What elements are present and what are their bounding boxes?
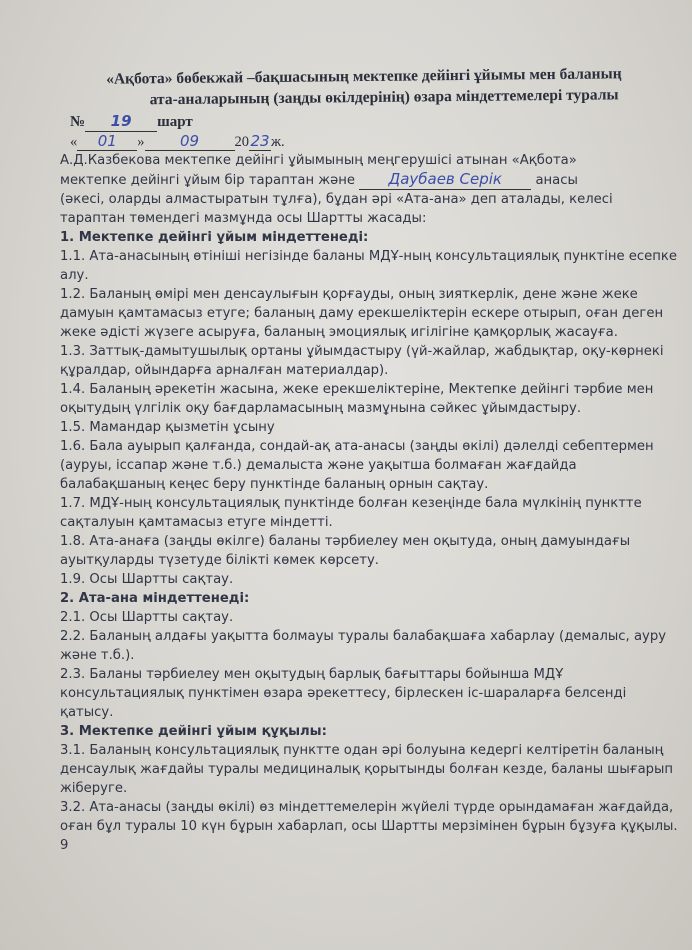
title-line-1: «Ақбота» бөбекжай –бақшасының мектепке дейінгі ұйымы мен баланың [106,65,622,88]
title-line-2: ата-аналарының (заңды өкілдерінің) өзара міндеттемелері туралы [149,86,619,109]
clause-2-3: 2.3. Баланы тәрбиелеу мен оқытудың барлық бағыттары бойынша МДҰ консультациялық пунктімен өзара әрекеттесу, бірлескен іс-шараларға белсенді қатысу. [60,667,627,720]
clause-3-2: 3.2. Ата-анасы (заңды өкілі) өз міндеттемелерін жүйелі түрде орындамаған жағдайда, оған бұл туралы 10 күн бұрын хабарлап, осы Шартты мерзімінен бұрын бұзуға құқылы. 9 [60,800,678,853]
parent-signature: Даубаев Серік [359,170,531,190]
section-1-heading: 1. Мектепке дейінгі ұйым міндеттенеді: [60,230,369,245]
contract-body [60,151,680,855]
clause-1-5: 1.5. Мамандар қызметін ұсыну [60,420,275,435]
intro-line-4: тараптан төмендегі мазмұнда осы Шартты жасады: [60,211,427,226]
document-content [60,66,680,855]
clause-2-2: 2.2. Баланың алдағы уақытта болмауы туралы балабақшаға хабарлау (демалыс, ауру және т.б.). [60,629,667,663]
clause-1-2: 1.2. Баланың өмірі мен денсаулығын қорғауды, оның зияткерлік, дене және жеке дамуын қамтамасыз етуге; баланың даму ерекшеліктерін ескере отырып, оған деген жеке әдісті жүзеге асыруға, баланың эмоциялық игілігіне қамқорлық жасауға. [60,287,664,340]
date-day: 01 [77,132,137,151]
clause-3-1: 3.1. Баланың консультациялық пунктте одан әрі болуына кедергі келтіретін баланың денсаулық жағдайы туралы медициналық қорытынды болған кезде, баланы шығарып жіберуге. [60,743,674,796]
year-end: ж. [271,134,285,150]
intro-line-2 [60,170,680,190]
date-close-quote: » [137,134,145,150]
contract-number: 19 [85,111,157,132]
date-month: 09 [145,132,235,151]
clause-1-8: 1.8. Ата-анаға (заңды өкілге) баланы тәрбиелеу мен оқытуда, оның дамуындағы ауытқуларды түзетуде білікті көмек көрсету. [60,534,631,568]
clause-1-6: 1.6. Бала ауырып қалғанда, сондай-ақ ата-анасы (заңды өкілі) дәлелді себептермен (ауруы, іссапар және т.б.) демалыста және уақытша болмаған жағдайда балабақшаның кеңес беру пунктінде баланың орнын сақтау. [60,439,654,492]
clause-2-1: 2.1. Осы Шартты сақтау. [60,610,234,625]
clause-1-1: 1.1. Ата-анасының өтініші негізінде баланы МДҰ-ның консультациялық пунктіне есепке алу. [60,249,677,283]
intro-part-3: анасы [535,173,578,188]
year-prefix: 20 [234,134,249,150]
contract-number-line [70,111,680,132]
section-3-heading: 3. Мектепке дейінгі ұйым құқылы: [60,724,327,739]
document-title [64,63,664,111]
year-suffix: 23 [250,132,270,150]
clause-1-4: 1.4. Баланың әрекетін жасына, жеке ерекшеліктеріне, Мектепке дейінгі тәрбие мен оқытудың үлгілік оқу бағдарламасының мазмұнына сәйкес ұйымдастыру. [60,382,654,416]
contract-date-line [70,132,680,151]
date-open-quote: « [70,134,78,150]
intro-line-3: (әкесі, оларды алмастыратын тұлға), бұдан әрі «Ата-ана» деп аталады, келесі [60,192,613,207]
intro-part-2: мектепке дейінгі ұйым бір тараптан және [60,173,356,188]
intro-line-1: А.Д.Казбекова мектепке дейінгі ұйымының меңгерушісі атынан «Ақбота» [60,153,577,168]
clause-1-7: 1.7. МДҰ-ның консультациялық пунктінде болған кезеңінде бала мүлкінің пунктте сақталуын қамтамасыз етуге міндетті. [60,496,642,530]
number-suffix: шарт [157,114,193,130]
section-2-heading: 2. Ата-ана міндеттенеді: [60,591,250,606]
clause-1-3: 1.3. Заттық-дамытушылық ортаны ұйымдастыру (үй-жайлар, жабдықтар, оқу-көрнекі құралдар, ойындарға арналған материалдар). [60,344,664,378]
number-prefix: № [70,114,86,130]
clause-1-9: 1.9. Осы Шартты сақтау. [60,572,234,587]
